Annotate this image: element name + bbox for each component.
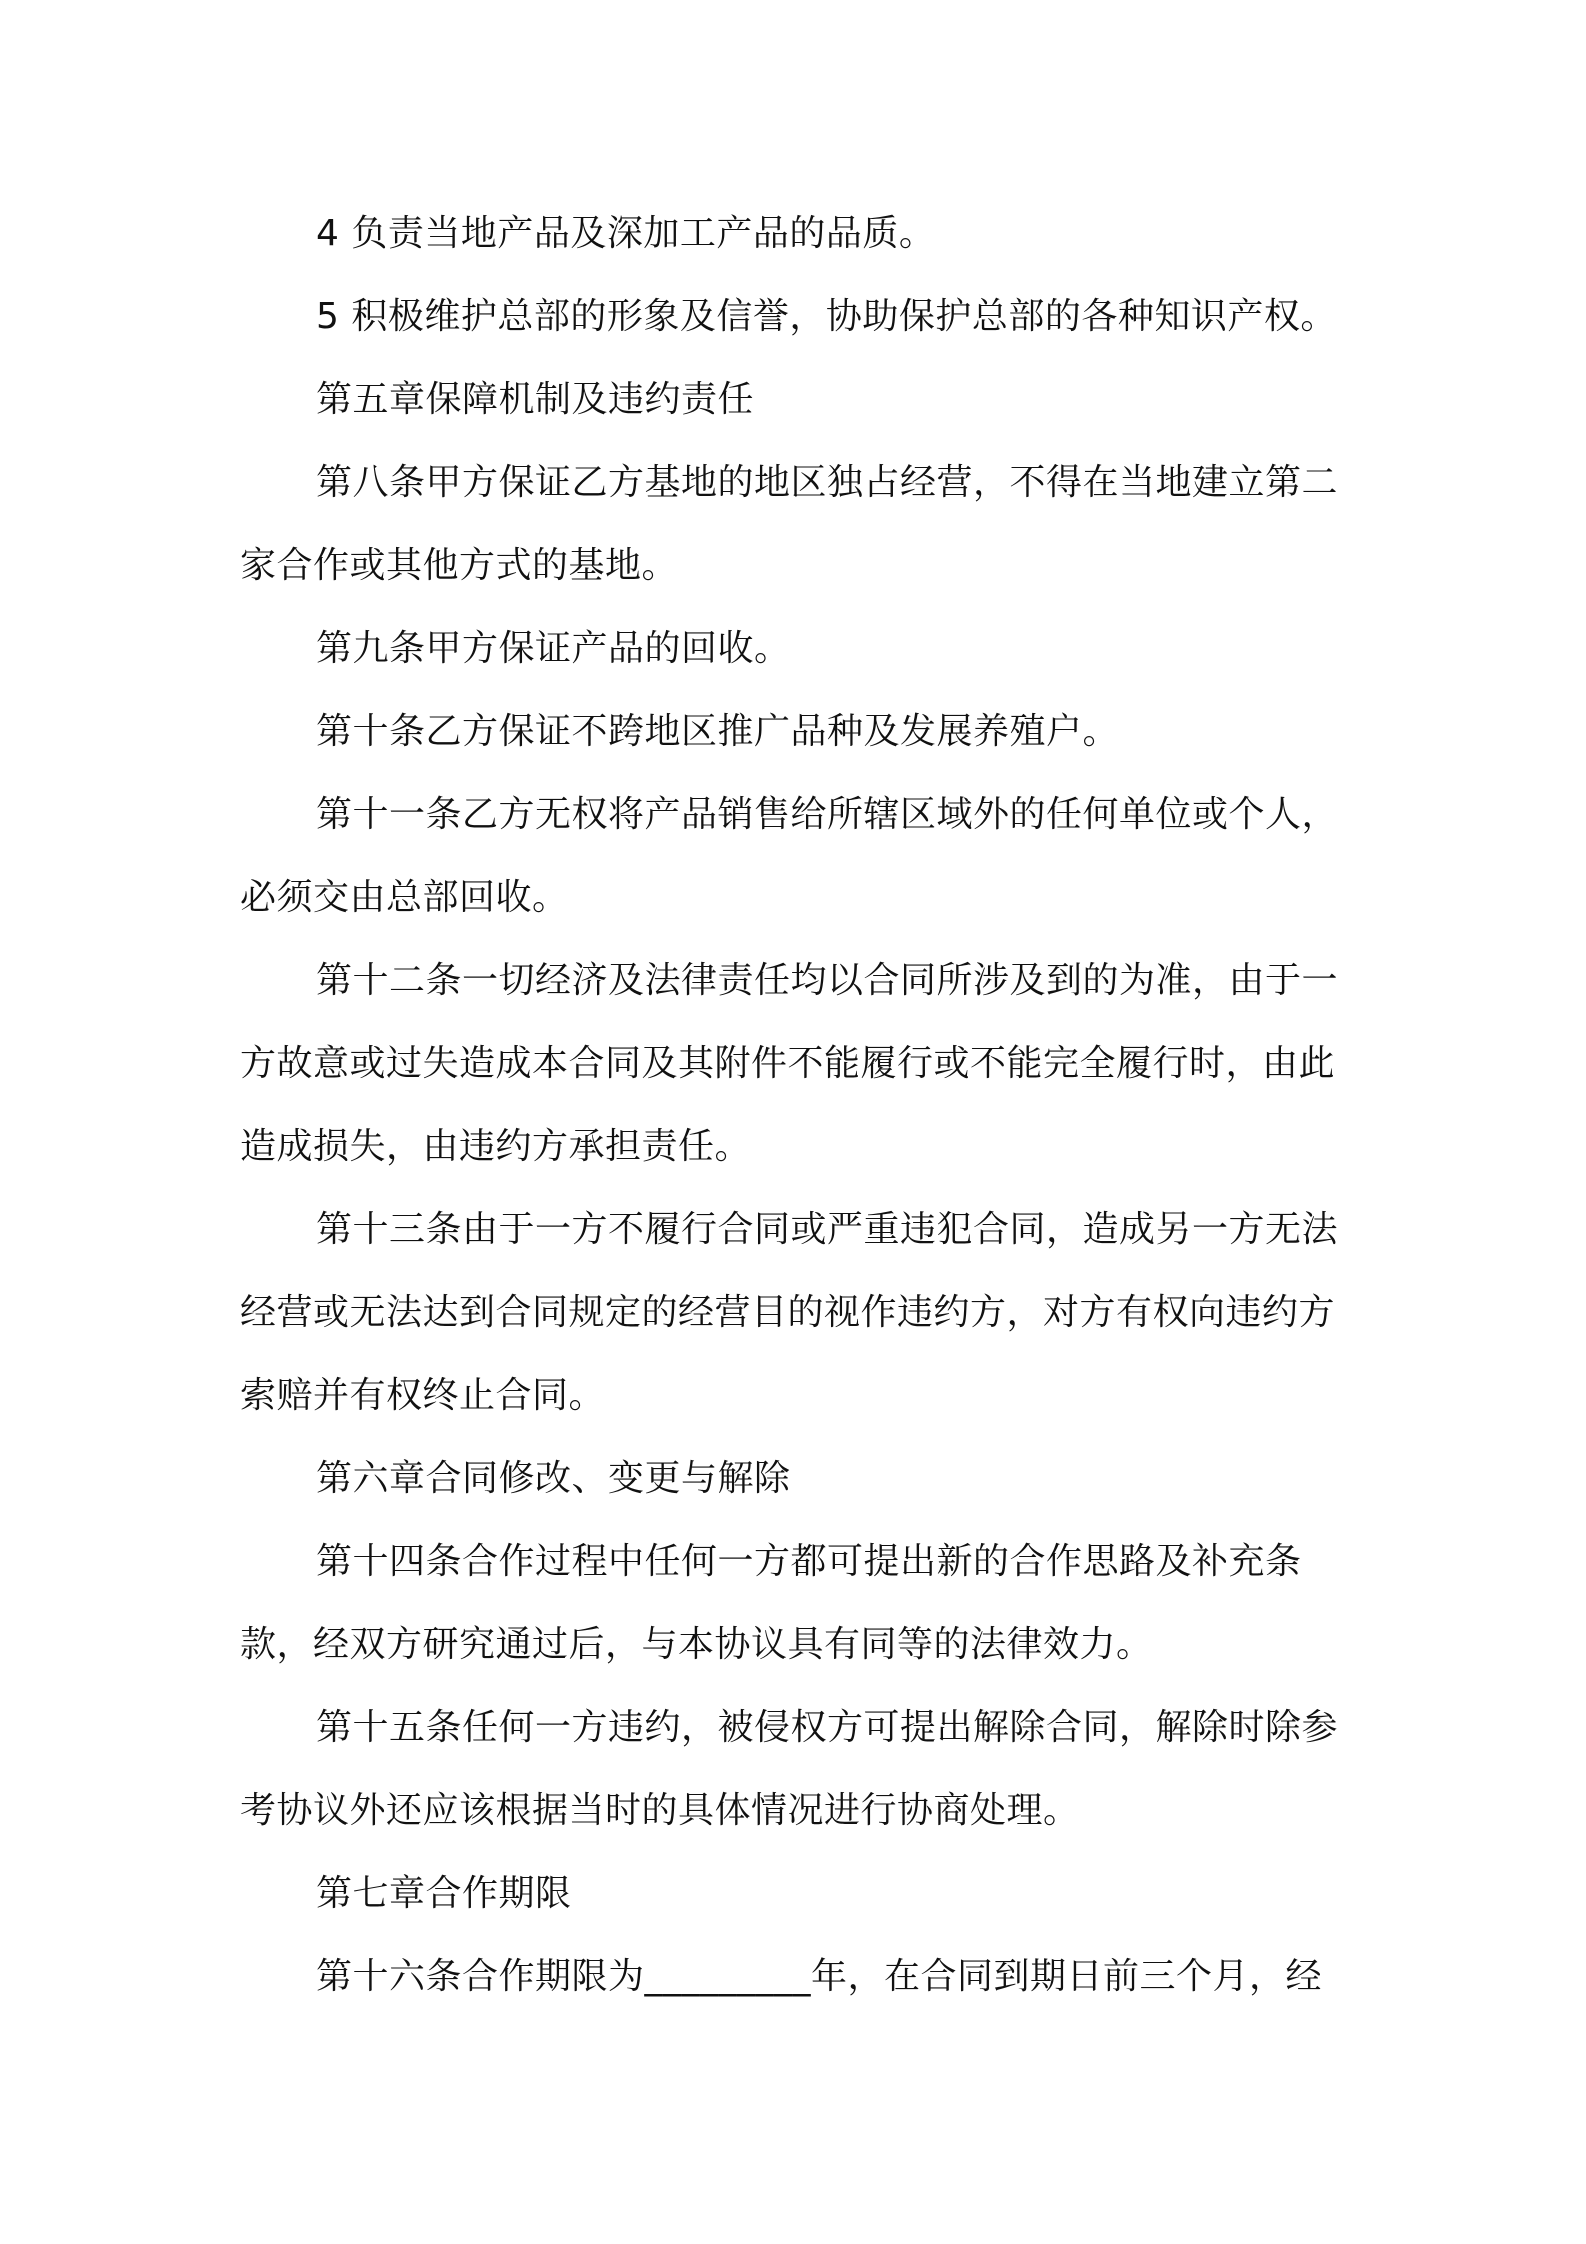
article-8: 第八条甲方保证乙方基地的地区独占经营，不得在当地建立第二家合作或其他方式的基地。 <box>240 462 1339 586</box>
article-11: 第十一条乙方无权将产品销售给所辖区域外的任何单位或个人，必须交由总部回收。 <box>240 794 1339 918</box>
chapter-heading-7: 第七章合作期限 <box>316 1873 572 1914</box>
list-item-4: 4 负责当地产品及深加工产品的品质。 <box>316 213 936 254</box>
article-13: 第十三条由于一方不履行合同或严重违犯合同，造成另一方无法经营或无法达到合同规定的经营目的视作违约方，对方有权向违约方索赔并有权终止合同。 <box>240 1209 1339 1416</box>
article-9: 第九条甲方保证产品的回收。 <box>316 628 791 669</box>
document-body <box>240 192 1350 2018</box>
chapter-heading-5: 第五章保障机制及违约责任 <box>316 379 755 420</box>
chapter-heading-6: 第六章合同修改、变更与解除 <box>316 1458 791 1499</box>
article-12: 第十二条一切经济及法律责任均以合同所涉及到的为准，由于一方故意或过失造成本合同及其附件不能履行或不能完全履行时，由此造成损失，由违约方承担责任。 <box>240 960 1339 1167</box>
article-14: 第十四条合作过程中任何一方都可提出新的合作思路及补充条款，经双方研究通过后，与本协议具有同等的法律效力。 <box>240 1541 1302 1665</box>
list-item-5: 5 积极维护总部的形象及信誉，协助保护总部的各种知识产权。 <box>316 296 1337 337</box>
article-10: 第十条乙方保证不跨地区推广品种及发展养殖户。 <box>316 711 1120 752</box>
article-16: 第十六条合作期限为_________年，在合同到期日前三个月，经 <box>316 1956 1323 1997</box>
article-15: 第十五条任何一方违约，被侵权方可提出解除合同，解除时除参考协议外还应该根据当时的具体情况进行协商处理。 <box>240 1707 1339 1831</box>
